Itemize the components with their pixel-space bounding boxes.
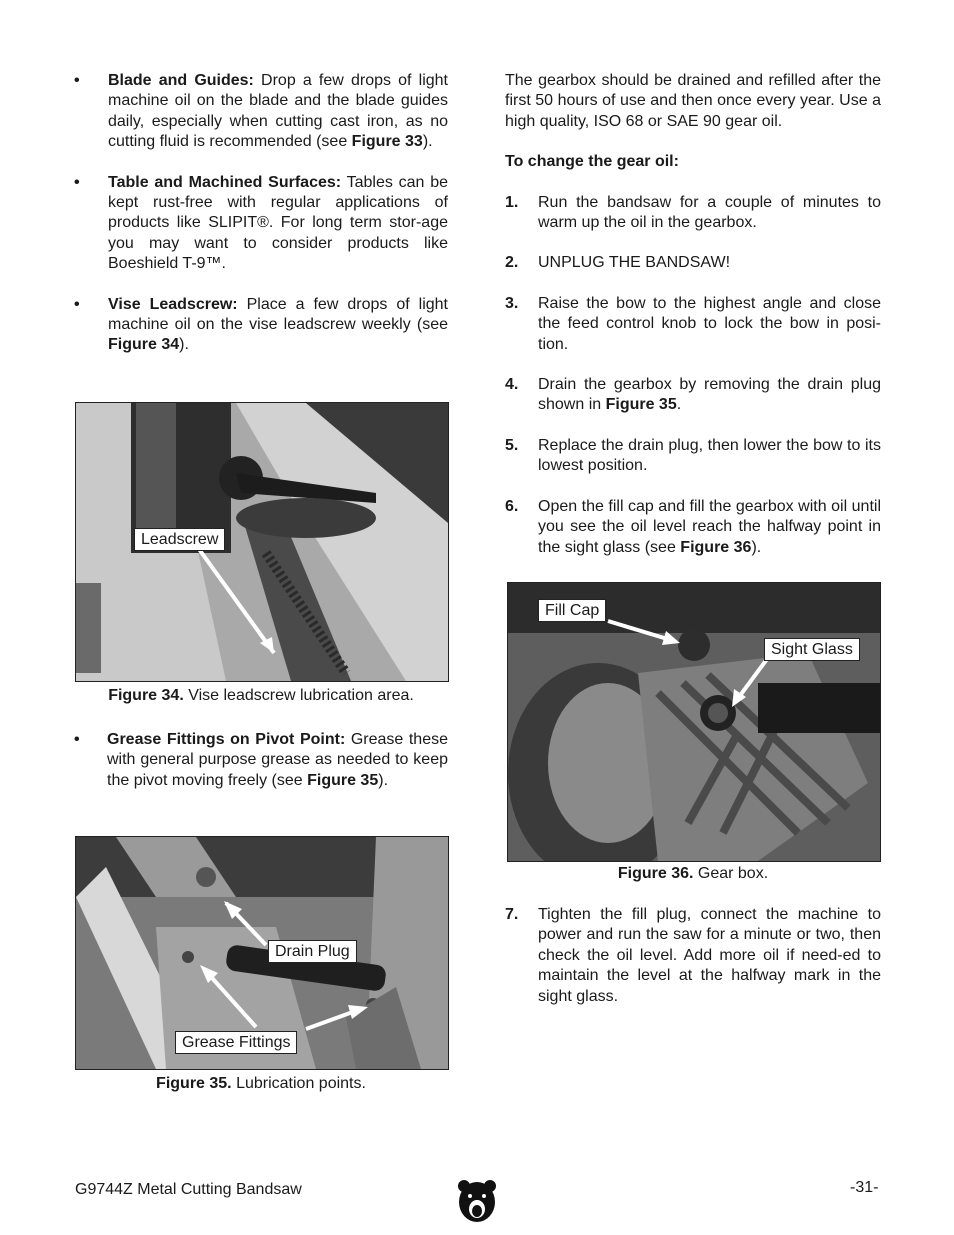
bullet-title: Blade and Guides: (108, 72, 254, 89)
figure-35-photo (75, 836, 449, 1070)
bullet-end: ). (422, 133, 433, 151)
right-column (505, 71, 881, 578)
bullet-glyph: • (74, 295, 80, 313)
right-column-step7 (505, 905, 881, 1027)
caption-text: Gear box. (693, 865, 769, 882)
bullet-glyph: • (74, 173, 80, 191)
caption-number: Figure 35. (156, 1075, 232, 1092)
step-7 (505, 905, 881, 1007)
figure-36-illustration (508, 583, 880, 861)
gear-oil-heading (505, 152, 881, 172)
step-number: 7. (505, 906, 519, 923)
grease-fittings-label: Grease Fittings (175, 1031, 297, 1054)
heading-text: To change the gear oil: (505, 153, 679, 171)
step-text: Run the bandsaw for a couple of minutes to warm up the oil in the gearbox. (538, 193, 881, 232)
footer-title: G9744Z Metal Cutting Bandsaw (75, 1181, 302, 1198)
bullet-table-surfaces (74, 173, 448, 275)
step-5 (505, 436, 881, 477)
step-text: Raise the bow to the highest angle and close the feed control knob to lock the bow in posi-tion. (538, 294, 881, 353)
bullet-glyph: • (74, 731, 80, 748)
step-text: Tighten the fill plug, connect the machine to power and run the saw for a minute or two, then check the oil level. Add more oil if need-ed to maintain the level at the halfway mark in the sight glass. (538, 906, 881, 1005)
figure-ref: Figure 33 (351, 133, 423, 151)
bear-logo-icon (456, 1178, 498, 1224)
bullet-text: Drop a few drops of light machine oil on the blade and the blade guides daily, especially when cutting cast iron, as no cutting fluid is recommended (see (108, 72, 448, 151)
step-end: ). (751, 538, 762, 556)
bullet-text: Tables can be kept rust-free with regular applications of products like SLIPIT®. For long term stor-age you may want to consider products like Boeshield T-9™. (108, 173, 449, 273)
bullet-title: Vise Leadscrew: (108, 295, 238, 313)
left-bullets-top (74, 71, 448, 376)
figure-36-caption (507, 864, 879, 884)
step-text: Drain the gearbox by removing the drain plug shown in (538, 376, 881, 414)
step-text: UNPLUG THE BANDSAW! (538, 254, 731, 272)
bullet-title: Table and Machined Surfaces: (108, 173, 342, 191)
bullet-text: Place a few drops of light machine oil on the vise leadscrew weekly (see (108, 295, 448, 334)
step-6 (505, 497, 881, 558)
figure-34-photo (75, 402, 449, 682)
step-number: 5. (505, 436, 519, 454)
page-number: -31- (850, 1179, 879, 1196)
step-end: . (676, 396, 682, 414)
sight-glass-label: Sight Glass (764, 638, 860, 661)
step-number: 3. (505, 294, 519, 312)
caption-text: Vise leadscrew lubrication area. (183, 687, 414, 704)
figure-34-caption (75, 686, 447, 706)
figure-ref: Figure 36 (680, 538, 752, 556)
drain-plug-label: Drain Plug (268, 940, 357, 963)
left-bullets-bottom (74, 730, 448, 811)
bullet-blade-guides (74, 71, 448, 153)
gearbox-intro: The gearbox should be drained and refilled after the first 50 hours of use and then once every year. Use a high quality, ISO 68 or SAE 90 gear oil. (505, 72, 881, 130)
bullet-vise-leadscrew (74, 295, 448, 356)
step-text: Open the fill cap and fill the gearbox with oil until you see the oil level reach the halfway point in the sight glass (see (538, 497, 881, 556)
step-1 (505, 193, 881, 234)
step-number: 4. (505, 376, 519, 394)
step-4 (505, 375, 881, 416)
figure-35-caption (75, 1074, 447, 1094)
bullet-grease-fittings (74, 730, 448, 791)
figure-ref: Figure 35 (307, 771, 379, 789)
fill-cap-label: Fill Cap (538, 599, 606, 622)
step-2 (505, 253, 881, 273)
caption-number: Figure 36. (617, 865, 694, 882)
leadscrew-label: Leadscrew (134, 528, 225, 551)
bullet-glyph: • (74, 72, 80, 89)
bullet-title: Grease Fittings on Pivot Point: (107, 731, 346, 748)
caption-text: Lubrication points. (231, 1075, 366, 1092)
bullet-text: Grease these with general purpose grease as needed to keep the pivot moving freely (see (107, 731, 448, 789)
step-text: Replace the drain plug, then lower the bow to its lowest position. (538, 436, 881, 475)
step-number: 2. (505, 254, 519, 272)
figure-36-photo (507, 582, 881, 862)
step-3 (505, 294, 881, 355)
figure-ref: Figure 35 (605, 396, 677, 414)
caption-number: Figure 34. (108, 687, 184, 704)
bullet-end: ). (179, 336, 189, 354)
bullet-end: ). (378, 771, 389, 789)
step-number: 6. (505, 497, 519, 515)
figure-34-illustration (76, 403, 448, 681)
step-number: 1. (505, 193, 519, 211)
figure-ref: Figure 34 (108, 336, 180, 354)
